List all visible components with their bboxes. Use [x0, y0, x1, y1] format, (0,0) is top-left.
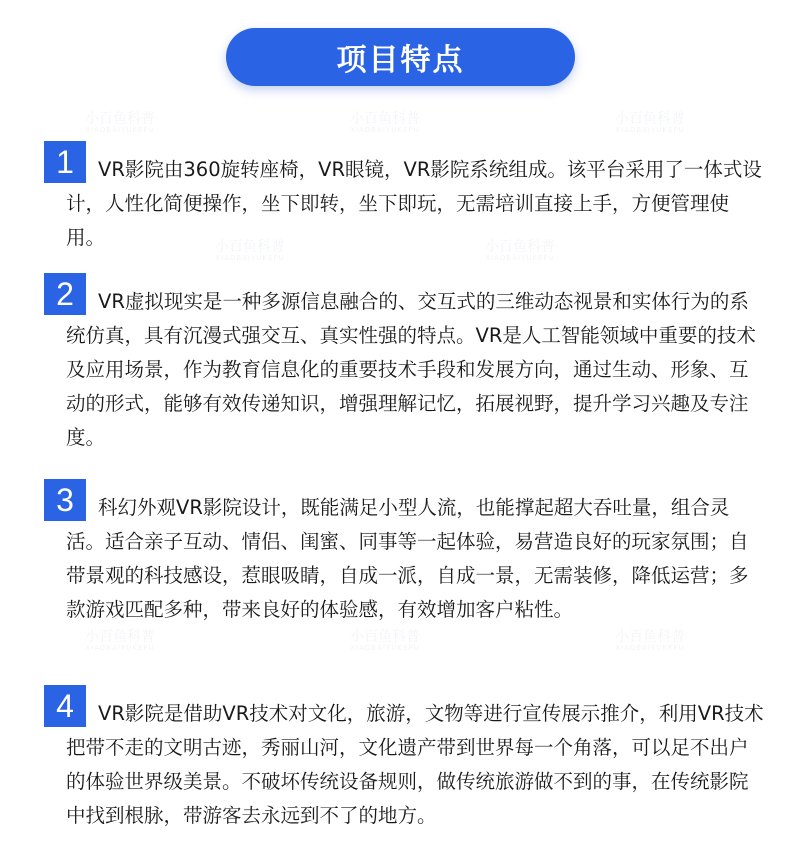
feature-item-4 [44, 685, 764, 835]
section-title-banner [226, 28, 575, 86]
feature-item-3 [44, 479, 764, 659]
watermark: 小百鱼科普 XIAOBAIYUKEPU [350, 111, 420, 134]
watermark: 小百鱼科普 XIAOBAIYUKEPU [615, 629, 685, 652]
watermark: 小百鱼科普 XIAOBAIYUKEPU [350, 629, 420, 652]
feature-item-2 [44, 273, 764, 453]
feature-number-badge: 4 [44, 685, 86, 727]
feature-item-1 [44, 141, 764, 251]
feature-number-badge: 2 [44, 273, 86, 315]
feature-number-badge: 3 [44, 479, 86, 521]
feature-text: 科幻外观VR影院设计，既能满足小型人流，也能撑起超大吞吐量，组合灵活。适合亲子互动、情侣、闺蜜、同事等一起体验，易营造良好的玩家氛围；自带景观的科技感设，惹眼吸睛，自成一派，自成一景，无需装修，降低运营；多款游戏匹配多种，带来良好的体验感，有效增加客户粘性。 [66, 496, 749, 621]
page-title: 项目特点 [336, 43, 465, 78]
feature-text: VR影院由360旋转座椅，VR眼镜，VR影院系统组成。该平台采用了一体式设计，人性化简便操作，坐下即转，坐下即玩，无需培训直接上手，方便管理使用。 [66, 158, 762, 249]
feature-text: VR虚拟现实是一种多源信息融合的、交互式的三维动态视景和实体行为的系统仿真，具有沉漫式强交互、真实性强的特点。VR是人工智能领域中重要的技术及应用场景，作为教育信息化的重要技术手段和发展方向，通过生动、形象、互动的形式，能够有效传递知识，增强理解记忆，拓展视野，提升学习兴趣及专注度。 [66, 290, 756, 449]
watermark: 小百鱼科普 XIAOBAIYUKEPU [85, 629, 155, 652]
feature-text: VR影院是借助VR技术对文化，旅游，文物等进行宣传展示推介，利用VR技术把带不走的文明古迹，秀丽山河，文化遗产带到世界每一个角落，可以足不出户的体验世界级美景。不破坏传统设备规则，做传统旅游做不到的事，在传统影院中找到根脉，带游客去永远到不了的地方。 [66, 702, 764, 827]
watermark: 小百鱼科普 XIAOBAIYUKEPU [85, 111, 155, 134]
watermark: 小百鱼科普 XIAOBAIYUKEPU [215, 239, 285, 262]
watermark: 小百鱼科普 XIAOBAIYUKEPU [615, 111, 685, 134]
feature-number-badge: 1 [44, 141, 86, 183]
watermark: 小百鱼科普 XIAOBAIYUKEPU [485, 239, 555, 262]
